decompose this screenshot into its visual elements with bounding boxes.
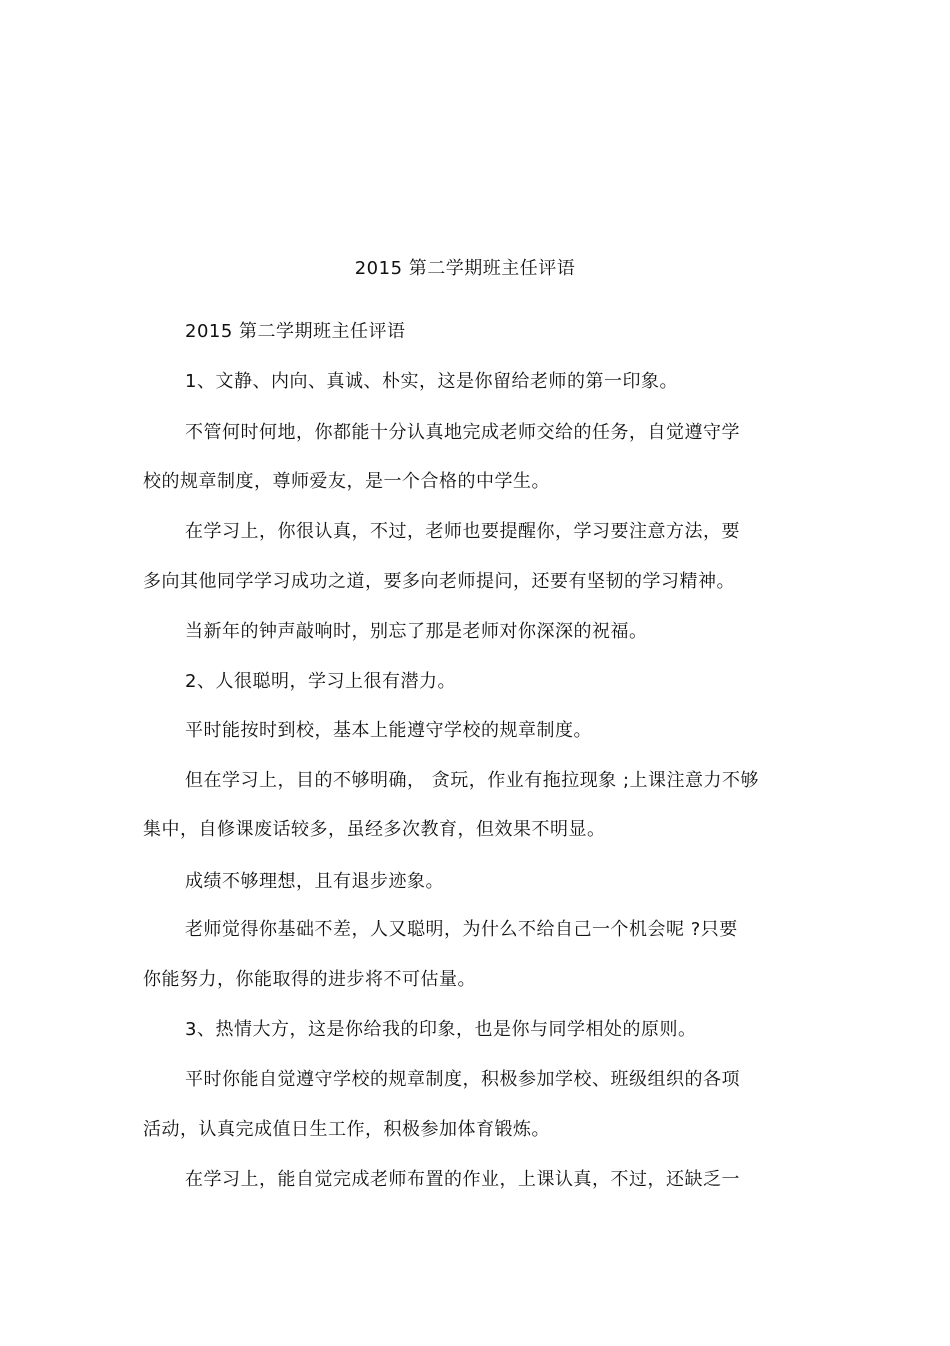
paragraph-line: 当新年的钟声敲响时，别忘了那是老师对你深深的祝福。 [185, 621, 648, 642]
paragraph-line: 在学习上，你很认真，不过，老师也要提醒你，学习要注意方法，要 [185, 521, 740, 542]
paragraph-line: 成绩不够理想，且有退步迹象。 [185, 871, 444, 892]
paragraph-line: 校的规章制度，尊师爱友，是一个合格的中学生。 [143, 471, 550, 492]
paragraph-line: 多向其他同学学习成功之道，要多向老师提问，还要有坚韧的学习精神。 [143, 571, 735, 592]
paragraph-line: 不管何时何地，你都能十分认真地完成老师交给的任务，自觉遵守学 [185, 422, 740, 443]
page-title: 2015 第二学期班主任评语 [354, 258, 576, 279]
paragraph-line: 3、热情大方，这是你给我的印象，也是你与同学相处的原则。 [185, 1019, 697, 1040]
paragraph-line: 2、人很聪明，学习上很有潜力。 [185, 671, 456, 692]
paragraph-line: 平时你能自觉遵守学校的规章制度，积极参加学校、班级组织的各项 [185, 1069, 740, 1090]
paragraph-line: 活动，认真完成值日生工作，积极参加体育锻炼。 [143, 1119, 550, 1140]
paragraph-line: 你能努力，你能取得的进步将不可估量。 [143, 969, 476, 990]
paragraph-line: 集中，自修课废话较多，虽经多次教育，但效果不明显。 [143, 819, 606, 840]
paragraph-line: 在学习上，能自觉完成老师布置的作业，上课认真，不过，还缺乏一 [185, 1169, 740, 1190]
paragraph-line: 平时能按时到校，基本上能遵守学校的规章制度。 [185, 720, 592, 741]
paragraph-line: 老师觉得你基础不差，人又聪明，为什么不给自己一个机会呢 ?只要 [185, 919, 738, 940]
paragraph-line: 但在学习上，目的不够明确， 贪玩，作业有拖拉现象 ;上课注意力不够 [185, 770, 760, 791]
subtitle-line: 2015 第二学期班主任评语 [185, 321, 406, 342]
paragraph-line: 1、文静、内向、真诚、朴实，这是你留给老师的第一印象。 [185, 371, 678, 392]
